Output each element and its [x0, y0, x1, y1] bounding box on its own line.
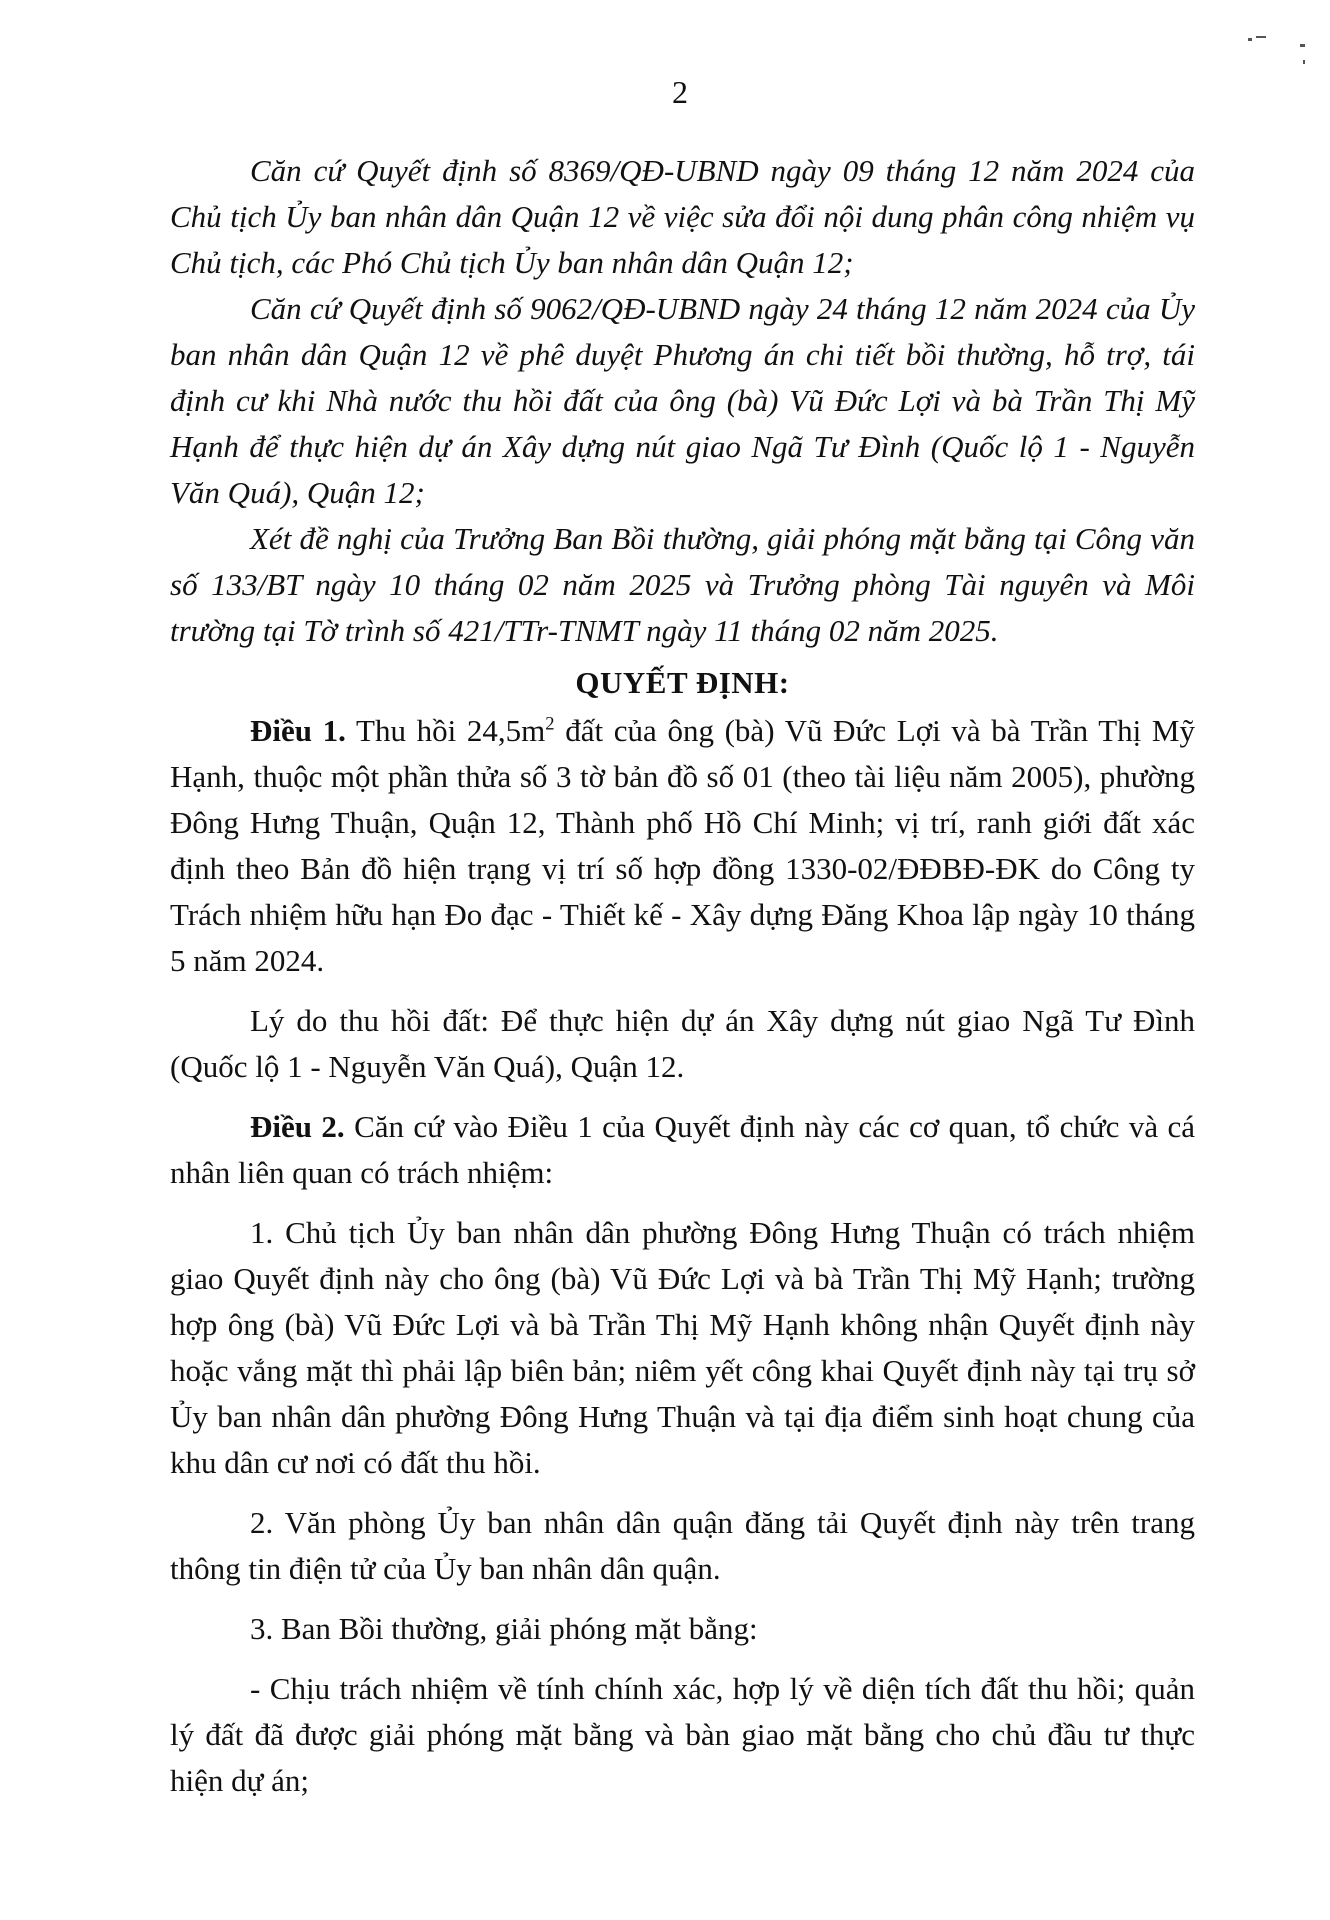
list-item: 1. Chủ tịch Ủy ban nhân dân phường Đông Hưng Thuận có trách nhiệm giao Quyết định này cho ông (bà) Vũ Đức Lợi và bà Trần Thị Mỹ Hạnh; trường hợp ông (bà) Vũ Đức Lợi và bà Trần Thị Mỹ Hạnh không nhận Quyết định này hoặc vắng mặt thì phải lập biên bản; niêm yết công khai Quyết định này tại trụ sở Ủy ban nhân dân phường Đông Hưng Thuận và tại địa điểm sinh hoạt chung của khu dân cư nơi có đất thu hồi.: [170, 1215, 1195, 1480]
preamble-paragraph: Căn cứ Quyết định số 8369/QĐ-UBND ngày 09 tháng 12 năm 2024 của Chủ tịch Ủy ban nhân dân Quận 12 về việc sửa đổi nội dung phân công nhiệm vụ Chủ tịch, các Phó Chủ tịch Ủy ban nhân dân Quận 12;: [170, 153, 1195, 280]
article-1: [170, 708, 1195, 984]
page-number: 2: [672, 74, 688, 110]
decision-heading: QUYẾT ĐỊNH:: [575, 665, 790, 700]
article-2: [170, 1104, 1195, 1196]
preamble-paragraph: Xét đề nghị của Trưởng Ban Bồi thường, giải phóng mặt bằng tại Công văn số 133/BT ngày 10 tháng 02 năm 2025 và Trưởng phòng Tài nguyên và Môi trường tại Tờ trình số 421/TTr-TNMT ngày 11 tháng 02 năm 2025.: [170, 521, 1195, 648]
article-1-label: Điều 1.: [250, 713, 346, 748]
article-2-text: Căn cứ vào Điều 1 của Quyết định này các cơ quan, tổ chức và cá nhân liên quan có trách nhiệm:: [170, 1109, 1196, 1190]
square-meter-superscript: 2: [545, 713, 555, 735]
list-item: - Chịu trách nhiệm về tính chính xác, hợp lý về diện tích đất thu hồi; quản lý đất đã được giải phóng mặt bằng và bàn giao mặt bằng cho chủ đầu tư thực hiện dự án;: [170, 1671, 1195, 1798]
article-2-label: Điều 2.: [250, 1109, 345, 1144]
scan-speck: [1300, 44, 1305, 47]
preamble: [170, 148, 1195, 654]
preamble-paragraph: Căn cứ Quyết định số 9062/QĐ-UBND ngày 24 tháng 12 năm 2024 của Ủy ban nhân dân Quận 12 về phê duyệt Phương án chi tiết bồi thường, hỗ trợ, tái định cư khi Nhà nước thu hồi đất của ông (bà) Vũ Đức Lợi và bà Trần Thị Mỹ Hạnh để thực hiện dự án Xây dựng nút giao Ngã Tư Đình (Quốc lộ 1 - Nguyễn Văn Quá), Quận 12;: [170, 291, 1195, 510]
list-item: 2. Văn phòng Ủy ban nhân dân quận đăng tải Quyết định này trên trang thông tin điện tử của Ủy ban nhân dân quận.: [170, 1505, 1195, 1586]
scan-speck: [1256, 36, 1266, 38]
scan-speck: [1248, 38, 1252, 41]
list-item: 3. Ban Bồi thường, giải phóng mặt bằng:: [250, 1611, 758, 1646]
scan-speck: [1303, 60, 1305, 64]
article-1-text: Thu hồi 24,5m: [345, 713, 546, 748]
document-body: [170, 148, 1195, 1818]
reason-paragraph: Lý do thu hồi đất: Để thực hiện dự án Xây dựng nút giao Ngã Tư Đình (Quốc lộ 1 - Nguyễn Văn Quá), Quận 12.: [170, 1003, 1195, 1084]
article-1-text-cont: đất của ông (bà) Vũ Đức Lợi và bà Trần Thị Mỹ Hạnh, thuộc một phần thửa số 3 tờ bản đồ số 01 (theo tài liệu năm 2005), phường Đông Hưng Thuận, Quận 12, Thành phố Hồ Chí Minh; vị trí, ranh giới đất xác định theo Bản đồ hiện trạng vị trí số hợp đồng 1330-02/ĐĐBĐ-ĐK do Công ty Trách nhiệm hữu hạn Đo đạc - Thiết kế - Xây dựng Đăng Khoa lập ngày 10 tháng 5 năm 2024.: [170, 713, 1195, 978]
